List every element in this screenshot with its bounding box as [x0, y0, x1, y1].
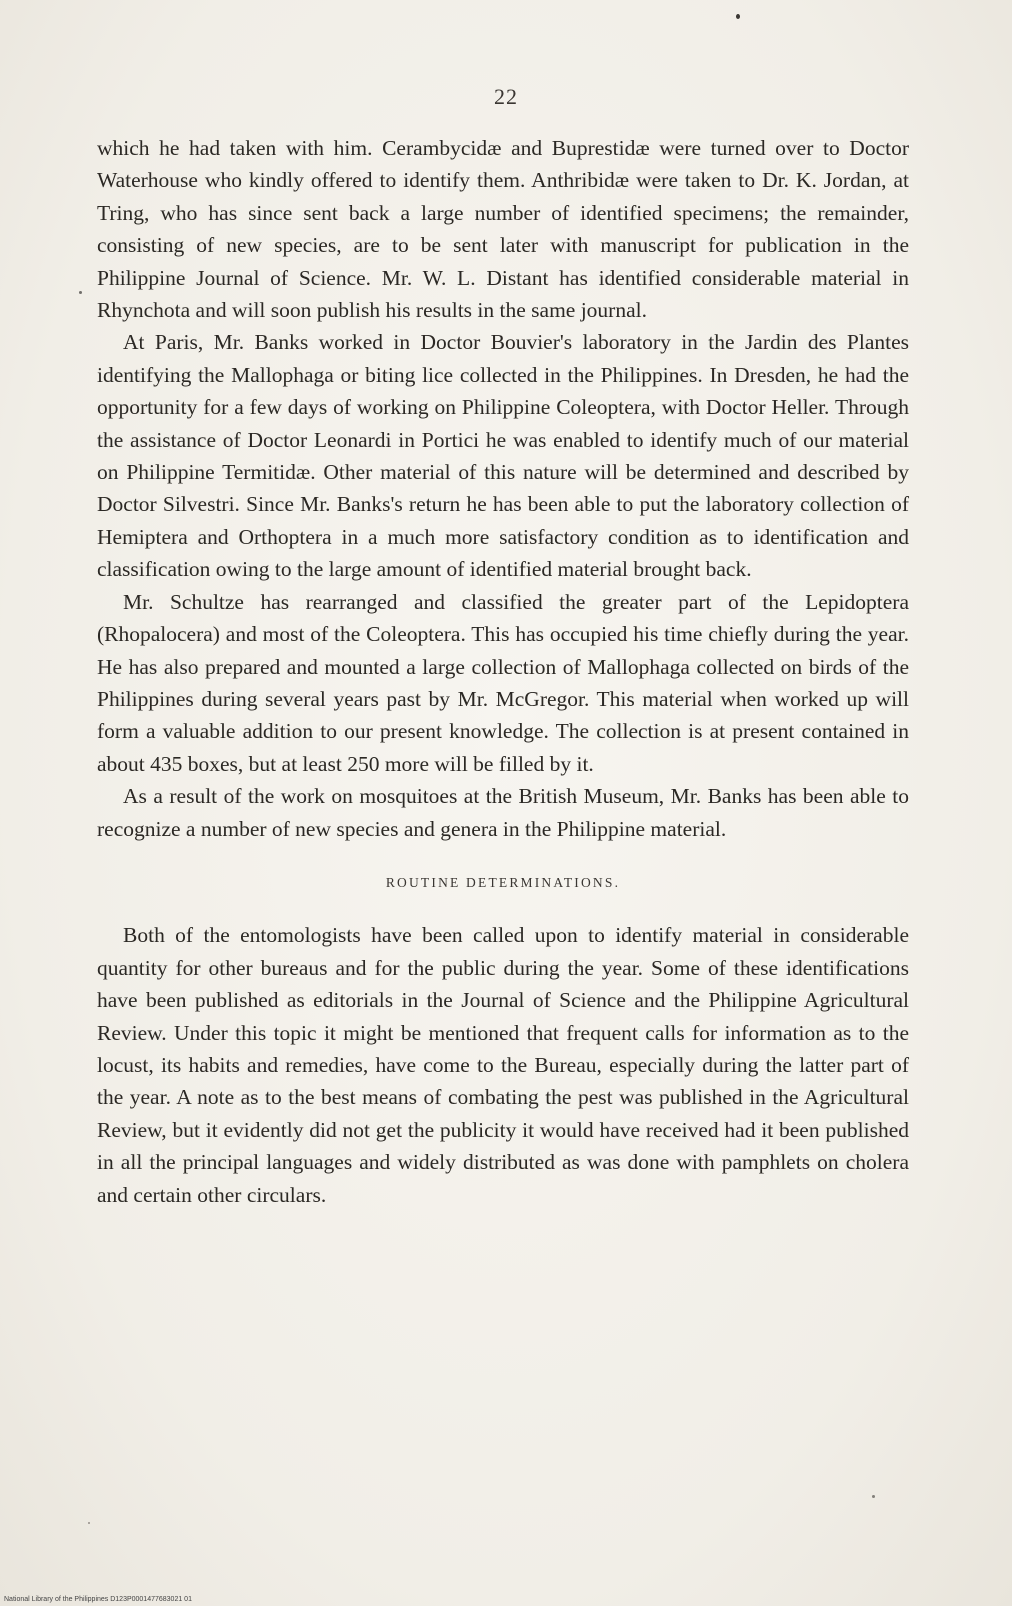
library-footer-stamp: National Library of the Philippines D123P0001477683021 01	[4, 1596, 192, 1603]
section-heading: ROUTINE DETERMINATIONS.	[385, 874, 621, 890]
page-number: 22	[494, 84, 518, 109]
body-text	[97, 132, 909, 1211]
paragraph-mosquitoes: As a result of the work on mosquitoes at the British Museum, Mr. Banks has been able to recognize a number of new species and genera in the Philippine material.	[97, 784, 909, 841]
scan-speck	[872, 1495, 875, 1498]
paragraph-schultze: Mr. Schultze has rearranged and classified the greater part of the Lepidoptera (Rhopalocera) and most of the Coleoptera. This has occupied his time chiefly during the year. He has also prepared and mounted a large collection of Mallophaga collected on birds of the Philippines during several years past by Mr. McGregor. This material when worked up will form a valuable addition to our present knowledge. The collection is at present contained in about 435 boxes, but at least 250 more will be filled by it.	[97, 589, 909, 776]
paragraph-paris: At Paris, Mr. Banks worked in Doctor Bouvier's laboratory in the Jardin des Plantes identifying the Mallophaga or biting lice collected in the Philippines. In Dresden, he had the opportunity for a few days of working on Philippine Coleoptera, with Doctor Heller. Through the assistance of Doctor Leonardi in Portici he was enabled to identify much of our material on Philippine Termitidæ. Other material of this nature will be determined and described by Doctor Silvestri. Since Mr. Banks's return he has been able to put the laboratory collection of Hemiptera and Orthoptera in a much more satisfactory condition as to identification and classification owing to the large amount of identified material brought back.	[97, 330, 909, 582]
scan-speck	[79, 291, 82, 294]
scan-speck	[736, 14, 740, 19]
paragraph-routine-determinations: Both of the entomologists have been called upon to identify material in considerable quantity for other bureaus and for the public during the year. Some of these identifications have been published as editorials in the Journal of Science and the Philippine Agricultural Review. Under this topic it might be mentioned that frequent calls for information as to the locust, its habits and remedies, have come to the Bureau, especially during the latter part of the year. A note as to the best means of combating the pest was published in the Agricultural Review, but it evidently did not get the publicity it would have received had it been published in all the principal languages and widely distributed as was done with pamphlets on cholera and certain other circulars.	[97, 923, 909, 1207]
scan-speck	[88, 1522, 90, 1524]
paragraph-continued: which he had taken with him. Cerambycidæ and Buprestidæ were turned over to Doctor Waterhouse who kindly offered to identify them. Anthribidæ were taken to Dr. K. Jordan, at Tring, who has since sent back a large number of identified specimens; the remainder, consisting of new species, are to be sent later with manuscript for publication in the Philippine Journal of Science. Mr. W. L. Distant has identified considerable material in Rhynchota and will soon publish his results in the same journal.	[97, 136, 909, 323]
